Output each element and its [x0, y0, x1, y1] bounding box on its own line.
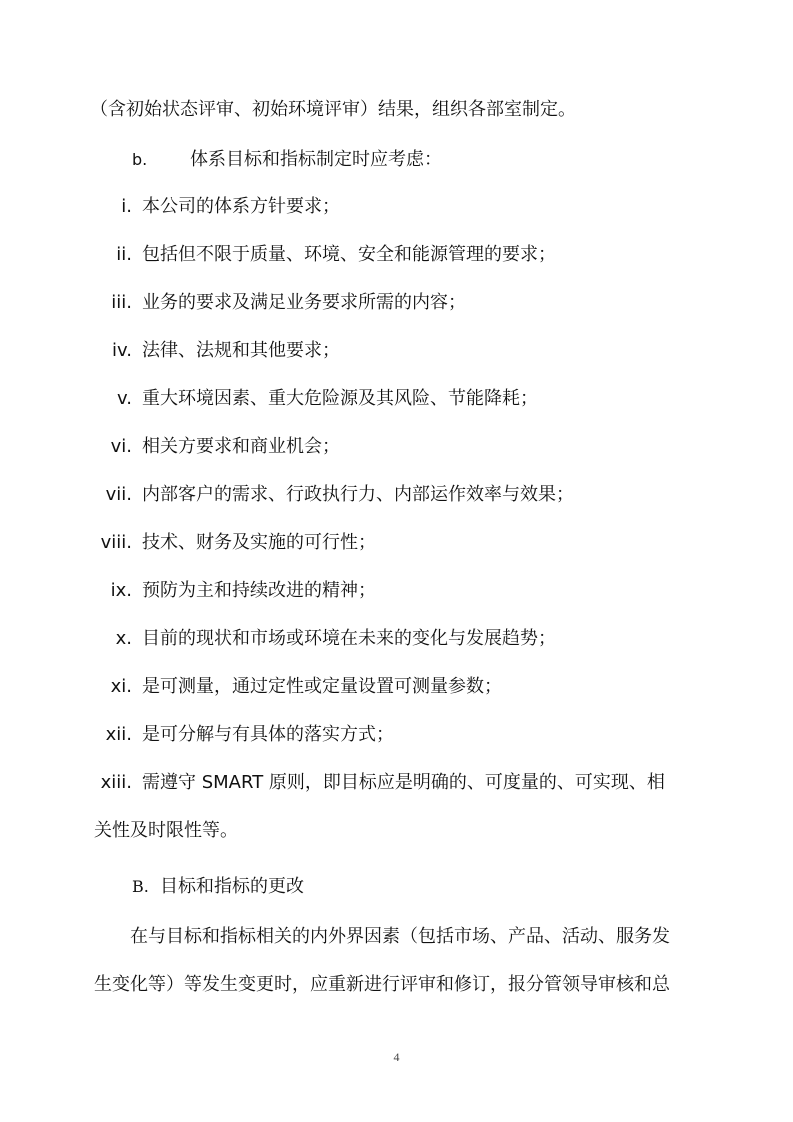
list-item-number: xiii.: [100, 772, 132, 793]
list-item-text: 相关方要求和商业机会；: [142, 436, 340, 457]
list-item-number: vi.: [110, 436, 132, 457]
list-item-number: viii.: [100, 532, 132, 553]
list-item-text: 内部客户的需求、行政执行力、内部运作效率与效果；: [142, 484, 574, 505]
paragraph-line-2: 生变化等）等发生变更时，应重新进行评审和修订，报分管领导审核和总: [94, 974, 670, 995]
list-item-number: xii.: [105, 724, 132, 745]
subitem-b-marker: b.: [132, 150, 148, 169]
subitem-b-text: 体系目标和指标制定时应考虑：: [190, 149, 442, 170]
list-item-text: 是可测量，通过定性或定量设置可测量参数；: [142, 676, 502, 697]
list-item-number: i.: [121, 196, 132, 217]
section-title: 目标和指标的更改: [160, 876, 304, 897]
list-item-number: ii.: [116, 244, 132, 265]
list-item-number: vii.: [105, 484, 132, 505]
list-item-number: iii.: [111, 292, 132, 313]
list-item-text: 法律、法规和其他要求；: [142, 340, 340, 361]
list-item-xiii-continuation: 关性及时限性等。: [94, 820, 238, 841]
list-item-text: 目前的现状和市场或环境在未来的变化与发展趋势；: [142, 628, 556, 649]
paragraph-line-1: 在与目标和指标相关的内外界因素（包括市场、产品、活动、服务发: [130, 926, 670, 947]
list-item-number: v.: [117, 388, 132, 409]
list-item-text: 业务的要求及满足业务要求所需的内容；: [142, 292, 466, 313]
list-item-text: 是可分解与有具体的落实方式；: [142, 724, 394, 745]
list-item-text: 包括但不限于质量、环境、安全和能源管理的要求；: [142, 244, 556, 265]
list-item-text: 重大环境因素、重大危险源及其风险、节能降耗；: [142, 388, 538, 409]
section-marker: B.: [132, 877, 149, 896]
list-item-text: 本公司的体系方针要求；: [142, 196, 340, 217]
page-number: 4: [393, 1050, 400, 1064]
list-item-number: x.: [115, 628, 132, 649]
list-item-number: xi.: [110, 676, 132, 697]
list-item-text: 需遵守 SMART 原则，即目标应是明确的、可度量的、可实现、相: [142, 772, 665, 793]
list-item-number: ix.: [110, 580, 132, 601]
list-item-number: iv.: [112, 340, 132, 361]
list-item-text: 预防为主和持续改进的精神；: [142, 580, 376, 601]
list-item-text: 技术、财务及实施的可行性；: [142, 532, 376, 553]
intro-line: （含初始状态评审、初始环境评审）结果，组织各部室制定。: [90, 99, 576, 120]
